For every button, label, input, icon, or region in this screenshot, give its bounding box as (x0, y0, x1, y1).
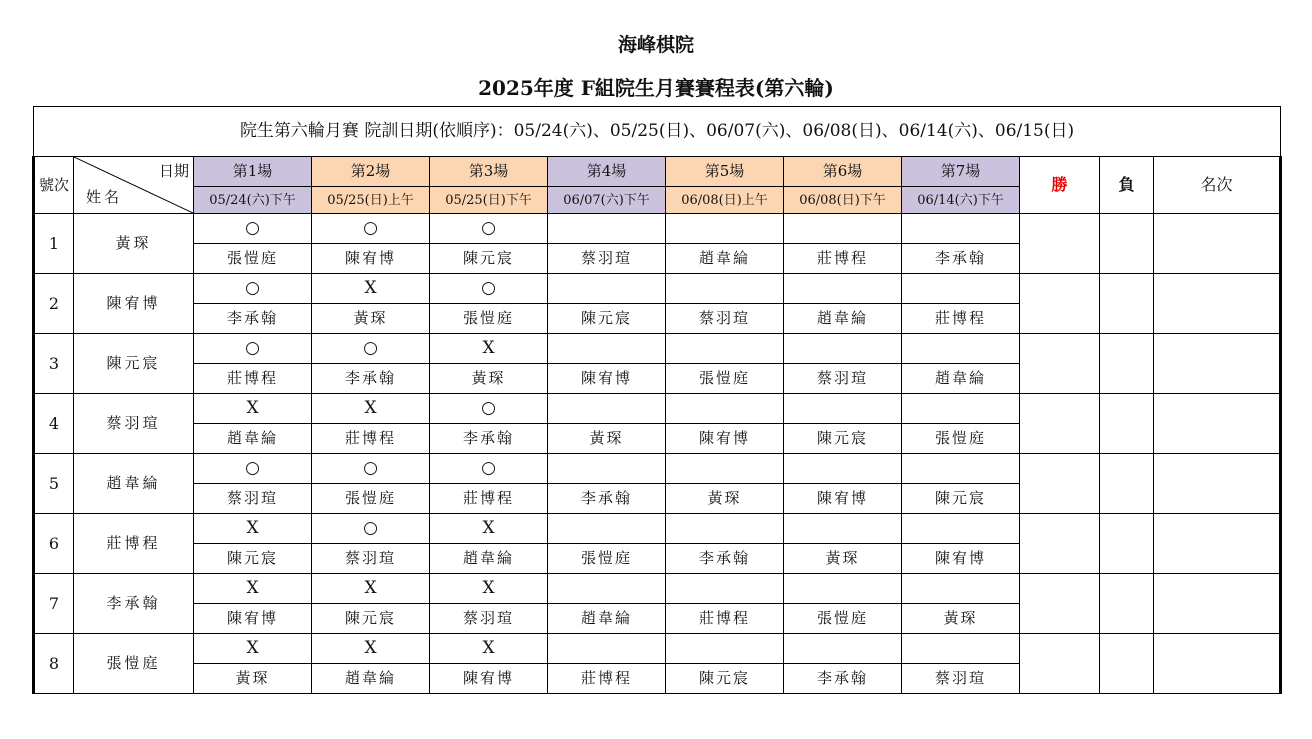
match-result: X (430, 334, 548, 364)
player-result-row (34, 574, 1281, 604)
match-result: X (430, 574, 548, 604)
training-dates-info: 院生第六輪月賽 院訓日期(依順序)：05/24(六)、05/25(日)、06/07(六)、06/08(日)、06/14(六)、06/15(日) (34, 107, 1281, 157)
match-result: X (312, 574, 430, 604)
opponent-name: 陳宥博 (784, 484, 902, 514)
match-result (784, 574, 902, 604)
loss-count (1100, 634, 1154, 694)
player-number: 2 (34, 274, 74, 334)
rank-value (1154, 394, 1281, 454)
round-header: 第3場 (430, 157, 548, 187)
opponent-name: 陳元宸 (430, 244, 548, 274)
match-result: ○ (430, 394, 548, 424)
match-result: ○ (194, 214, 312, 244)
match-result (902, 214, 1020, 244)
match-result: X (312, 274, 430, 304)
opponent-name: 趙韋綸 (666, 244, 784, 274)
match-result (666, 574, 784, 604)
round-header: 第1場 (194, 157, 312, 187)
match-result: X (312, 634, 430, 664)
opponent-name: 陳宥博 (666, 424, 784, 454)
loss-count (1100, 394, 1154, 454)
win-count (1020, 454, 1100, 514)
round-date: 06/08(日)下午 (784, 187, 902, 214)
win-count (1020, 214, 1100, 274)
match-result (784, 634, 902, 664)
player-name: 蔡羽瑄 (74, 394, 194, 454)
loss-count (1100, 574, 1154, 634)
opponent-name: 蔡羽瑄 (666, 304, 784, 334)
round-date: 06/14(六)下午 (902, 187, 1020, 214)
match-result (902, 334, 1020, 364)
opponent-name: 陳宥博 (312, 244, 430, 274)
opponent-name: 黃琛 (902, 604, 1020, 634)
match-result (902, 394, 1020, 424)
player-name: 趙韋綸 (74, 454, 194, 514)
opponent-name: 李承翰 (430, 424, 548, 454)
rank-header: 名次 (1154, 157, 1281, 214)
opponent-name: 陳宥博 (430, 664, 548, 694)
round-header: 第6場 (784, 157, 902, 187)
round-header: 第5場 (666, 157, 784, 187)
opponent-name: 蔡羽瑄 (312, 544, 430, 574)
rank-value (1154, 514, 1281, 574)
match-result (666, 214, 784, 244)
round-date: 05/25(日)下午 (430, 187, 548, 214)
opponent-name: 莊博程 (548, 664, 666, 694)
opponent-name: 黃琛 (548, 424, 666, 454)
player-result-row (34, 334, 1281, 364)
player-name: 陳元宸 (74, 334, 194, 394)
opponent-name: 張愷庭 (430, 304, 548, 334)
win-count (1020, 274, 1100, 334)
win-count (1020, 394, 1100, 454)
rank-value (1154, 274, 1281, 334)
player-number: 8 (34, 634, 74, 694)
opponent-name: 李承翰 (666, 544, 784, 574)
loss-count (1100, 334, 1154, 394)
match-result (548, 274, 666, 304)
rank-value (1154, 454, 1281, 514)
match-result: ○ (312, 454, 430, 484)
opponent-name: 趙韋綸 (312, 664, 430, 694)
academy-title: 海峰棋院 (617, 34, 694, 56)
date-name-header (74, 157, 194, 214)
win-count (1020, 334, 1100, 394)
match-result (666, 394, 784, 424)
schedule-table (32, 106, 1282, 694)
opponent-name: 陳宥博 (194, 604, 312, 634)
match-result: X (430, 514, 548, 544)
match-result: ○ (194, 274, 312, 304)
opponent-name: 蔡羽瑄 (548, 244, 666, 274)
match-result: X (312, 394, 430, 424)
opponent-name: 莊博程 (194, 364, 312, 394)
opponent-name: 陳元宸 (666, 664, 784, 694)
opponent-name: 黃琛 (666, 484, 784, 514)
player-number: 6 (34, 514, 74, 574)
opponent-name: 蔡羽瑄 (902, 664, 1020, 694)
opponent-name: 趙韋綸 (194, 424, 312, 454)
player-result-row (34, 214, 1281, 244)
player-result-row (34, 394, 1281, 424)
win-count (1020, 574, 1100, 634)
player-number: 7 (34, 574, 74, 634)
match-result (902, 454, 1020, 484)
schedule-title: 2025年度 F組院生月賽賽程表(第六輪) (478, 76, 834, 100)
match-result (548, 214, 666, 244)
player-result-row (34, 514, 1281, 544)
player-name: 張愷庭 (74, 634, 194, 694)
opponent-name: 陳元宸 (902, 484, 1020, 514)
match-result (666, 274, 784, 304)
match-result: ○ (312, 334, 430, 364)
match-result (784, 394, 902, 424)
match-result: ○ (430, 454, 548, 484)
match-result: ○ (194, 334, 312, 364)
opponent-name: 張愷庭 (902, 424, 1020, 454)
player-number: 4 (34, 394, 74, 454)
round-header: 第7場 (902, 157, 1020, 187)
match-result: X (194, 574, 312, 604)
rank-value (1154, 214, 1281, 274)
player-number: 1 (34, 214, 74, 274)
match-result (548, 634, 666, 664)
match-result: X (194, 514, 312, 544)
round-date: 05/25(日)上午 (312, 187, 430, 214)
player-result-row (34, 274, 1281, 304)
match-result: ○ (312, 214, 430, 244)
match-result (902, 514, 1020, 544)
opponent-name: 李承翰 (784, 664, 902, 694)
match-result (548, 574, 666, 604)
match-result: ○ (430, 214, 548, 244)
player-result-row (34, 634, 1281, 664)
match-result (784, 454, 902, 484)
opponent-name: 趙韋綸 (548, 604, 666, 634)
opponent-name: 李承翰 (194, 304, 312, 334)
opponent-name: 趙韋綸 (784, 304, 902, 334)
opponent-name: 陳宥博 (548, 364, 666, 394)
opponent-name: 蔡羽瑄 (430, 604, 548, 634)
round-date: 05/24(六)下午 (194, 187, 312, 214)
match-result: X (194, 394, 312, 424)
match-result (784, 334, 902, 364)
win-count (1020, 514, 1100, 574)
win-header: 勝 (1020, 157, 1100, 214)
player-result-row (34, 454, 1281, 484)
loss-count (1100, 214, 1154, 274)
opponent-name: 莊博程 (784, 244, 902, 274)
match-result (666, 454, 784, 484)
opponent-name: 李承翰 (902, 244, 1020, 274)
opponent-name: 張愷庭 (548, 544, 666, 574)
loss-count (1100, 274, 1154, 334)
player-name: 莊博程 (74, 514, 194, 574)
opponent-name: 陳元宸 (194, 544, 312, 574)
opponent-name: 蔡羽瑄 (784, 364, 902, 394)
round-header: 第4場 (548, 157, 666, 187)
match-result: ○ (194, 454, 312, 484)
opponent-name: 趙韋綸 (430, 544, 548, 574)
opponent-name: 黃琛 (784, 544, 902, 574)
opponent-name: 陳元宸 (784, 424, 902, 454)
opponent-name: 趙韋綸 (902, 364, 1020, 394)
loss-header: 負 (1100, 157, 1154, 214)
match-result (548, 334, 666, 364)
round-header: 第2場 (312, 157, 430, 187)
loss-count (1100, 454, 1154, 514)
match-result: ○ (312, 514, 430, 544)
player-name: 黃琛 (74, 214, 194, 274)
round-date: 06/07(六)下午 (548, 187, 666, 214)
opponent-name: 張愷庭 (194, 244, 312, 274)
match-result (902, 634, 1020, 664)
loss-count (1100, 514, 1154, 574)
match-result (784, 214, 902, 244)
opponent-name: 張愷庭 (666, 364, 784, 394)
match-result (548, 514, 666, 544)
win-count (1020, 634, 1100, 694)
match-result (784, 514, 902, 544)
player-name: 陳宥博 (74, 274, 194, 334)
match-result (784, 274, 902, 304)
name-label: 姓名 (86, 188, 123, 206)
opponent-name: 張愷庭 (784, 604, 902, 634)
match-result (666, 334, 784, 364)
player-number: 5 (34, 454, 74, 514)
opponent-name: 莊博程 (312, 424, 430, 454)
rank-value (1154, 574, 1281, 634)
opponent-name: 陳元宸 (312, 604, 430, 634)
opponent-name: 莊博程 (902, 304, 1020, 334)
match-result (548, 394, 666, 424)
rank-value (1154, 334, 1281, 394)
player-number: 3 (34, 334, 74, 394)
rank-value (1154, 634, 1281, 694)
number-header: 號次 (34, 157, 74, 214)
round-date: 06/08(日)上午 (666, 187, 784, 214)
date-label: 日期 (158, 162, 189, 180)
match-result: X (430, 634, 548, 664)
match-result (902, 274, 1020, 304)
opponent-name: 蔡羽瑄 (194, 484, 312, 514)
match-result (548, 454, 666, 484)
match-result (666, 634, 784, 664)
player-name: 李承翰 (74, 574, 194, 634)
opponent-name: 黃琛 (312, 304, 430, 334)
opponent-name: 莊博程 (666, 604, 784, 634)
match-result (666, 514, 784, 544)
match-result: ○ (430, 274, 548, 304)
opponent-name: 黃琛 (194, 664, 312, 694)
opponent-name: 黃琛 (430, 364, 548, 394)
match-result: X (194, 634, 312, 664)
opponent-name: 李承翰 (312, 364, 430, 394)
opponent-name: 莊博程 (430, 484, 548, 514)
opponent-name: 李承翰 (548, 484, 666, 514)
match-result (902, 574, 1020, 604)
opponent-name: 張愷庭 (312, 484, 430, 514)
opponent-name: 陳元宸 (548, 304, 666, 334)
opponent-name: 陳宥博 (902, 544, 1020, 574)
